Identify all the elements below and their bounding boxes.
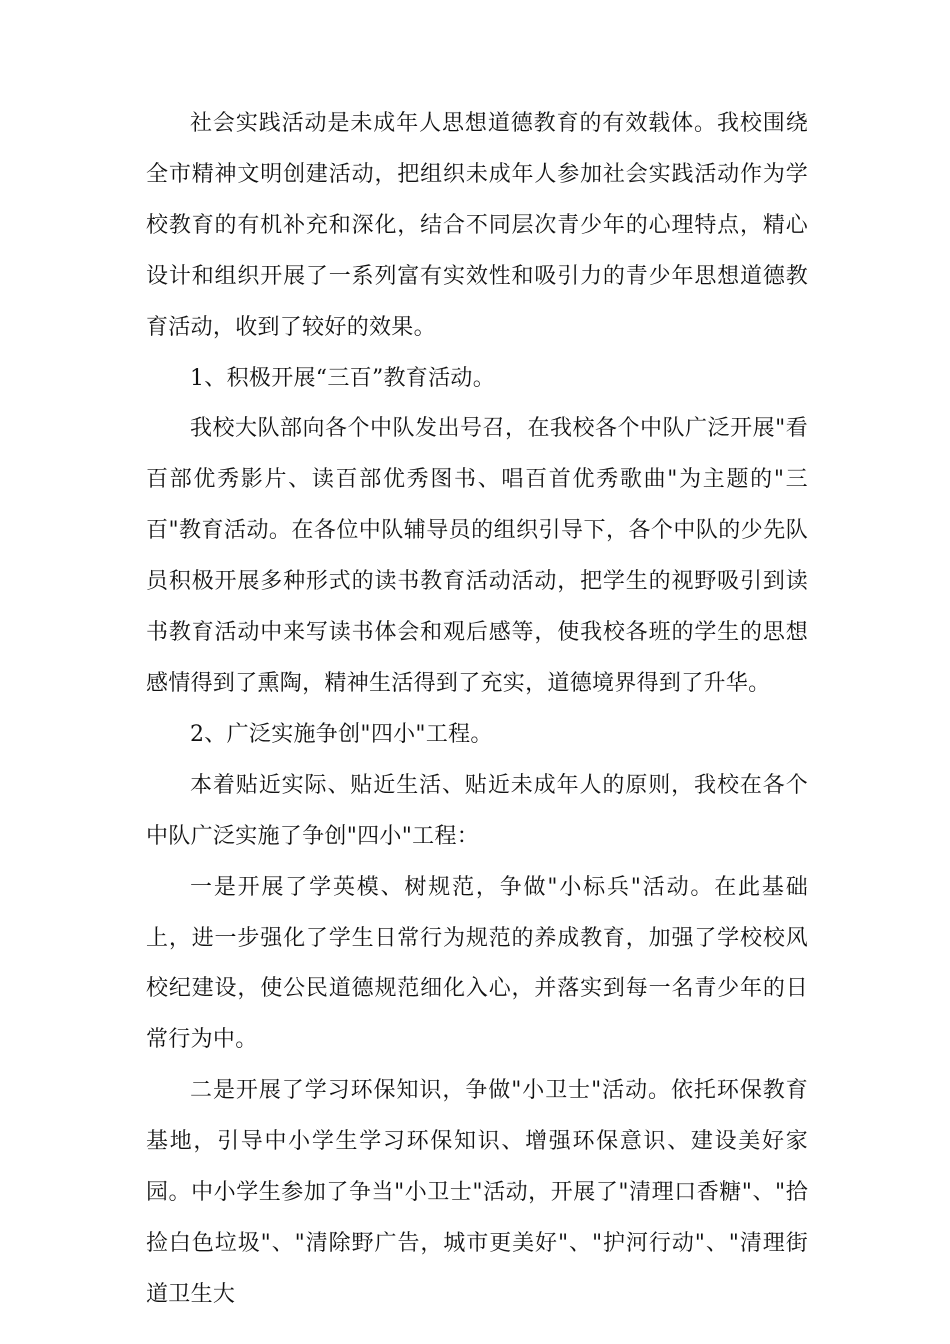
- paragraph-little-guardian: 二是开展了学习环保知识，争做"小卫士"活动。依托环保教育基地，引导中小学生学习环保知识、增强环保意识、建设美好家园。中小学生参加了争当"小卫士"活动，开展了"清理口香糖"、"拾捡白色垃圾"、"清除野广告，城市更美好"、"护河行动"、"清理街道卫生大: [146, 1078, 808, 1307]
- section-heading-2: 2、广泛实施争创"四小"工程。: [190, 721, 493, 747]
- paragraph-four-small-intro: 本着贴近实际、贴近生活、贴近未成年人的原则，我校在各个中队广泛实施了争创"四小"工程：: [146, 772, 808, 849]
- paragraph-little-model: 一是开展了学英模、树规范，争做"小标兵"活动。在此基础上，进一步强化了学生日常行为规范的养成教育，加强了学校校风校纪建设，使公民道德规范细化入心，并落实到每一名青少年的日常行为中。: [146, 874, 808, 1053]
- section-heading-1: 1、积极开展“三百”教育活动。: [190, 365, 495, 391]
- paragraph-intro: 社会实践活动是未成年人思想道德教育的有效载体。我校围绕全市精神文明创建活动，把组织未成年人参加社会实践活动作为学校教育的有机补充和深化，结合不同层次青少年的心理特点，精心设计和组织开展了一系列富有实效性和吸引力的青少年思想道德教育活动，收到了较好的效果。: [146, 111, 808, 340]
- paragraph-three-hundred: 我校大队部向各个中队发出号召，在我校各个中队广泛开展"看百部优秀影片、读百部优秀图书、唱百首优秀歌曲"为主题的"三百"教育活动。在各位中队辅导员的组织引导下，各个中队的少先队员积极开展多种形式的读书教育活动活动，把学生的视野吸引到读书教育活动中来写读书体会和观后感等，使我校各班的学生的思想感情得到了熏陶，精神生活得到了充实，道德境界得到了升华。: [146, 416, 808, 696]
- document-page: [146, 99, 808, 1321]
